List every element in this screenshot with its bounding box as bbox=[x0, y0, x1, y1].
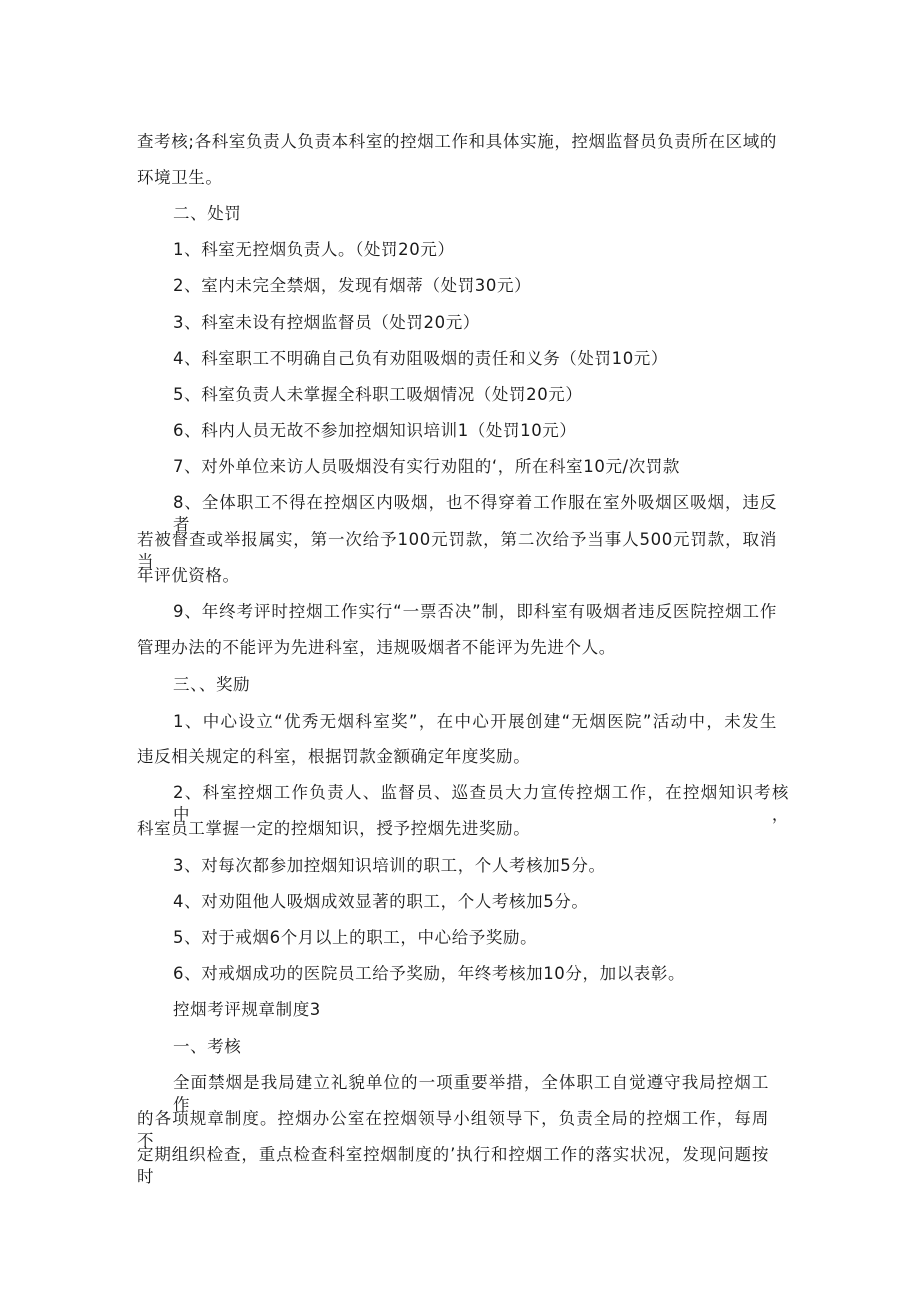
penalty-item-8-line-2: 若被督查或举报属实，第一次给予100元罚款，第二次给予当事人500元罚款，取消当 bbox=[137, 530, 777, 571]
penalty-item-8-line-3: 年评优资格。 bbox=[137, 566, 240, 585]
assessment-para-line-3: 定期组织检查，重点检查科室控烟制度的’执行和控烟工作的落实状况，发现问题按时 bbox=[137, 1145, 769, 1186]
penalty-item-6: 6、科内人员无故不参加控烟知识培训1（处罚10元） bbox=[173, 421, 577, 440]
penalty-item-8-line-1: 8、全体职工不得在控烟区内吸烟，也不得穿着工作服在室外吸烟区吸烟，违反者 bbox=[173, 493, 777, 534]
reward-item-5: 5、对于戒烟6个月以上的职工，中心给予奖励。 bbox=[173, 928, 538, 947]
reward-item-1-line-1: 1、中心设立“优秀无烟科室奖”，在中心开展创建“无烟医院”活动中，未发生 bbox=[173, 712, 777, 731]
penalty-item-9-line-2: 管理办法的不能评为先进科室，违规吸烟者不能评为先进个人。 bbox=[137, 638, 616, 657]
regulation-title-3: 控烟考评规章制度3 bbox=[173, 1000, 321, 1019]
section-heading-assessment: 一、考核 bbox=[173, 1037, 242, 1056]
text-line-2: 环境卫生。 bbox=[137, 168, 223, 187]
reward-item-1-line-2: 违反相关规定的科室，根据罚款金额确定年度奖励。 bbox=[137, 747, 531, 766]
penalty-item-5: 5、科室负责人未掌握全科职工吸烟情况（处罚20元） bbox=[173, 385, 583, 404]
penalty-item-7: 7、对外单位来访人员吸烟没有实行劝阻的‘，所在科室10元/次罚款 bbox=[173, 457, 680, 476]
penalty-item-3: 3、科室未设有控烟监督员（处罚20元） bbox=[173, 313, 480, 332]
section-heading-penalty: 二、处罚 bbox=[173, 204, 242, 223]
reward-item-6: 6、对戒烟成功的医院员工给予奖励，年终考核加10分，加以表彰。 bbox=[173, 964, 686, 983]
penalty-item-4: 4、科室职工不明确自己负有劝阻吸烟的责任和义务（处罚10元） bbox=[173, 349, 668, 368]
penalty-item-9-line-1: 9、年终考评时控烟工作实行“一票否决”制，即科室有吸烟者违反医院控烟工作 bbox=[173, 602, 777, 621]
assessment-para-line-2: 的各项规章制度。控烟办公室在控烟领导小组领导下，负责全局的控烟工作，每周不 bbox=[137, 1109, 769, 1150]
text-line-1: 查考核;各科室负责人负责本科室的控烟工作和具体实施，控烟监督员负责所在区域的 bbox=[137, 132, 777, 151]
reward-item-2-line-2: 科室员工掌握一定的控烟知识，授予控烟先进奖励。 bbox=[137, 819, 531, 838]
assessment-para-line-1: 全面禁烟是我局建立礼貌单位的一项重要举措，全体职工自觉遵守我局控烟工作 bbox=[173, 1073, 769, 1114]
section-heading-reward: 三、、奖励 bbox=[173, 675, 251, 694]
penalty-item-2: 2、室内未完全禁烟，发现有烟蒂（处罚30元） bbox=[173, 276, 532, 295]
penalty-item-1: 1、科室无控烟负责人。（处罚20元） bbox=[173, 240, 455, 259]
reward-item-2-line-1: 2、科室控烟工作负责人、监督员、巡查员大力宣传控烟工作，在控烟知识考核中， bbox=[173, 783, 789, 824]
reward-item-3: 3、对每次都参加控烟知识培训的职工，个人考核加5分。 bbox=[173, 856, 606, 875]
reward-item-4: 4、对劝阻他人吸烟成效显著的职工，个人考核加5分。 bbox=[173, 892, 589, 911]
